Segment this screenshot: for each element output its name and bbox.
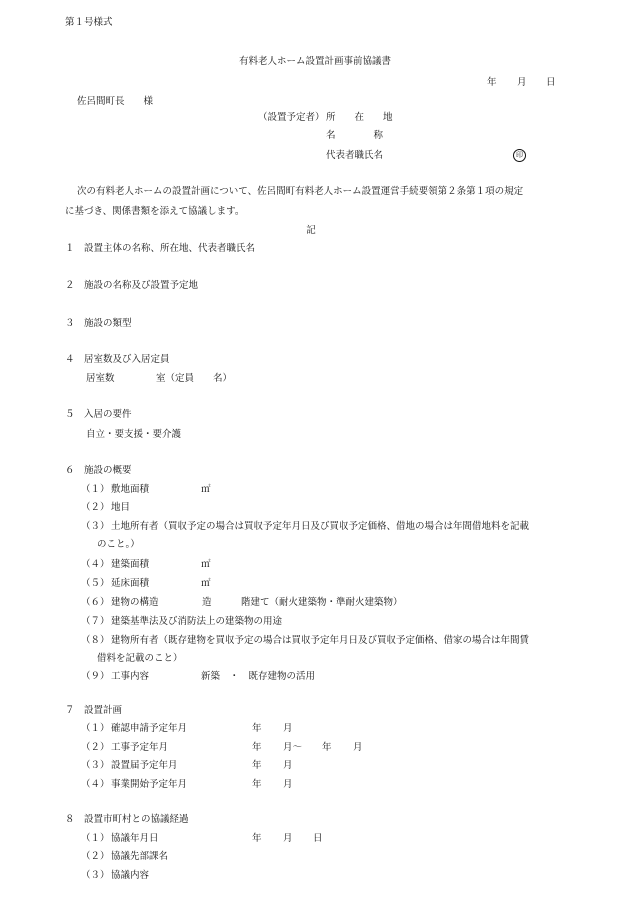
s6-item-3-label: 土地所有者（買収予定の場合は買収予定年月日及び買収予定価格、借地の場合は年間借地料を記載 (111, 521, 530, 532)
s8-item-1-label: 協議年月日 (111, 833, 159, 844)
s8-item-3-label: 協議内容 (111, 870, 150, 881)
s7-item-4-year: 年 (252, 779, 262, 790)
s7-item-2-number: （２） (81, 742, 110, 753)
s7-item-2-end-year: 年 (322, 742, 332, 753)
section-4-capacity: 室（定員 名） (156, 373, 233, 384)
s6-item-7-number: （７） (81, 616, 110, 627)
section-7-heading: ７ 設置計画 (65, 705, 123, 716)
s7-item-1-number: （１） (81, 723, 110, 734)
section-4-heading: ４ 居室数及び入居定員 (65, 354, 170, 365)
section-4-rooms-label: 居室数 (86, 373, 115, 384)
s7-item-4-month: 月 (283, 779, 293, 790)
s7-item-4-number: （４） (81, 779, 110, 790)
s8-item-3-number: （３） (81, 870, 110, 881)
s6-item-5-label: 延床面積 (111, 578, 150, 589)
s8-item-1-day: 日 (313, 833, 323, 844)
s6-item-8-number: （８） (81, 635, 110, 646)
s6-item-9-number: （９） (81, 671, 110, 682)
s6-item-1-unit: ㎡ (201, 484, 211, 495)
s8-item-1-year: 年 (252, 833, 262, 844)
section-5-detail: 自立・要支援・要介護 (86, 429, 182, 440)
intro-line-2: に基づき、関係書類を添えて協議します。 (65, 206, 245, 217)
s6-item-8-continuation: 借料を記載のこと） (97, 653, 183, 664)
ki-heading: 記 (306, 225, 316, 236)
date-month-label: 月 (517, 77, 527, 88)
s8-item-1-number: （１） (81, 833, 110, 844)
s6-item-1-number: （１） (81, 484, 110, 495)
applicant-role: （設置予定者） (258, 112, 325, 123)
s8-item-2-number: （２） (81, 851, 110, 862)
s7-item-3-month: 月 (283, 760, 293, 771)
s7-item-2-month: 月～ (283, 742, 303, 753)
section-2-heading: ２ 施設の名称及び設置予定地 (65, 280, 199, 291)
date-year-label: 年 (487, 77, 497, 88)
document-title: 有料老人ホーム設置計画事前協議書 (238, 56, 392, 67)
section-6-heading: ６ 施設の概要 (65, 465, 132, 476)
s7-item-1-month: 月 (283, 723, 293, 734)
s6-item-9-label: 工事内容 (111, 671, 150, 682)
s6-item-5-number: （５） (81, 578, 110, 589)
addressee: 佐呂間町長 様 (77, 96, 154, 107)
section-5-heading: ５ 入居の要件 (65, 409, 132, 420)
section-3-heading: ３ 施設の類型 (65, 318, 132, 329)
s7-item-4-label: 事業開始予定年月 (111, 779, 188, 790)
s6-item-8-label: 建物所有者（既存建物を買収予定の場合は買収予定年月日及び買収予定価格、借家の場合は年間賃 (111, 635, 530, 646)
address-label: 所 在 地 (326, 112, 393, 123)
seal-mark: 印 (513, 149, 526, 162)
name-label: 名 称 (326, 130, 384, 141)
s6-item-6-structure: 造 (202, 597, 212, 608)
s7-item-1-year: 年 (252, 723, 262, 734)
s6-item-9-options: 新築 ・ 既存建物の活用 (201, 671, 316, 682)
form-number: 第１号様式 (65, 17, 113, 28)
s6-item-2-number: （２） (81, 502, 110, 513)
s6-item-3-number: （３） (81, 521, 110, 532)
s7-item-1-label: 確認申請予定年月 (111, 723, 188, 734)
date-day-label: 日 (546, 77, 556, 88)
s7-item-3-number: （３） (81, 760, 110, 771)
s6-item-4-unit: ㎡ (201, 559, 211, 570)
s6-item-7-label: 建築基準法及び消防法上の建築物の用途 (111, 616, 283, 627)
s8-item-2-label: 協議先部課名 (111, 851, 169, 862)
s6-item-1-label: 敷地面積 (111, 484, 150, 495)
section-1-heading: １ 設置主体の名称、所在地、代表者職氏名 (65, 243, 256, 254)
s7-item-2-label: 工事予定年月 (111, 742, 169, 753)
intro-line-1: 次の有料老人ホームの設置計画について、佐呂間町有料老人ホーム設置運営手続要領第２条第１項の規定 (77, 186, 524, 197)
s6-item-3-continuation: のこと。） (97, 539, 140, 550)
s6-item-4-number: （４） (81, 559, 110, 570)
s7-item-3-label: 設置届予定年月 (111, 760, 178, 771)
representative-label: 代表者職氏名 (326, 150, 384, 161)
s6-item-5-unit: ㎡ (201, 578, 211, 589)
s7-item-2-end-month: 月 (353, 742, 363, 753)
s6-item-6-floors: 階建て（耐火建築物・準耐火建築物） (241, 597, 403, 608)
s6-item-6-label: 建物の構造 (111, 597, 159, 608)
s6-item-6-number: （６） (81, 597, 110, 608)
s8-item-1-month: 月 (283, 833, 293, 844)
section-8-heading: ８ 設置市町村との協議経過 (65, 814, 189, 825)
s6-item-2-label: 地目 (111, 502, 131, 513)
s6-item-4-label: 建築面積 (111, 559, 150, 570)
s7-item-2-year: 年 (252, 742, 262, 753)
s7-item-3-year: 年 (252, 760, 262, 771)
